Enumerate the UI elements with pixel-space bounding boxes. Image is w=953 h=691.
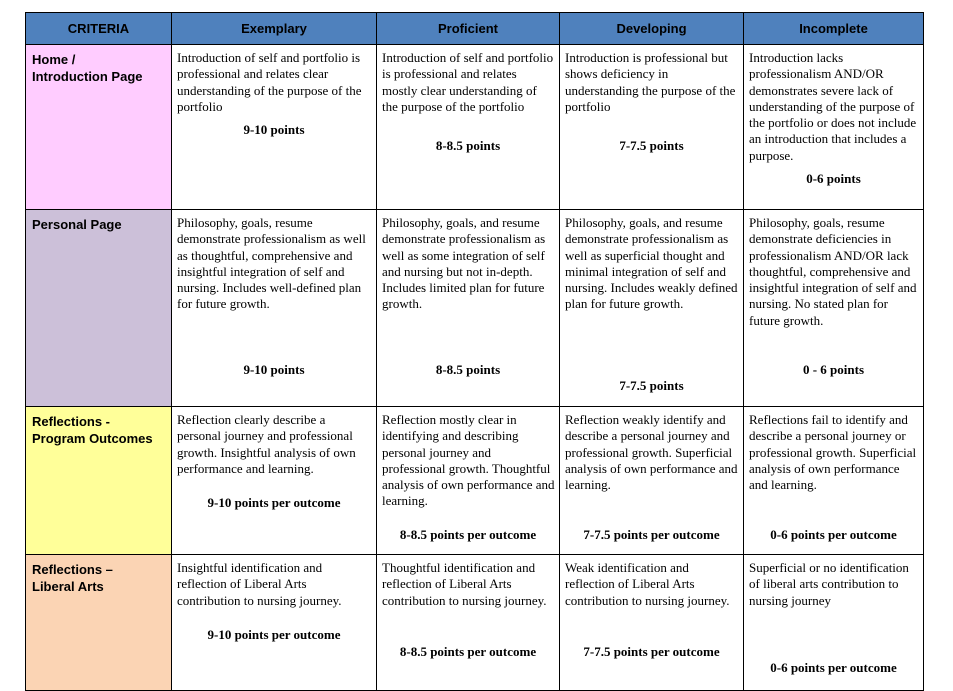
header-incomplete: Incomplete [744, 13, 924, 45]
desc: Philosophy, goals, and resume demonstrate professionalism as well as superficial thought and minimal integration of self and nursing. Includes weakly defined plan for future growth. [565, 215, 738, 312]
cell-personal-incomplete [744, 210, 924, 407]
points: 9-10 points per outcome [207, 495, 341, 510]
criteria-personal-page: Personal Page [26, 210, 172, 407]
points: 7-7.5 points [619, 138, 684, 153]
desc: Introduction of self and portfolio is professional and relates mostly clear understanding of the purpose of the portfolio [382, 50, 554, 114]
cell-home-incomplete [744, 45, 924, 210]
cell-personal-developing [560, 210, 744, 407]
points: 8-8.5 points [435, 138, 501, 153]
desc: Superficial or no identification of liberal arts contribution to nursing journey [749, 560, 909, 608]
cell-liberal-developing [560, 555, 744, 691]
desc: Philosophy, goals, and resume demonstrate professionalism as well as some integration of self and nursing but not in-depth. Includes limited plan for future growth. [382, 215, 546, 312]
row-personal-page [26, 210, 924, 407]
criteria-home-introduction: Home / Introduction Page [26, 45, 172, 210]
points: 9-10 points per outcome [207, 627, 341, 642]
points: 9-10 points [243, 362, 305, 377]
cell-outcomes-developing [560, 407, 744, 555]
cell-home-proficient [377, 45, 560, 210]
cell-liberal-proficient [377, 555, 560, 691]
cell-liberal-exemplary [172, 555, 377, 691]
desc: Thoughtful identification and reflection of Liberal Arts contribution to nursing journey. [382, 560, 547, 608]
cell-home-developing [560, 45, 744, 210]
desc: Insightful identification and reflection of Liberal Arts contribution to nursing journey. [177, 560, 342, 608]
cell-home-exemplary [172, 45, 377, 210]
desc: Reflection clearly describe a personal journey and professional growth. Insightful analysis of own performance and learning. [177, 412, 356, 476]
header-proficient: Proficient [377, 13, 560, 45]
points: 8-8.5 points [435, 362, 501, 377]
header-developing: Developing [560, 13, 744, 45]
desc: Philosophy, goals, resume demonstrate professionalism as well as thoughtful, comprehensive and insightful integration of self and nursing. Includes well-defined plan for future growth. [177, 215, 366, 312]
desc: Reflection weakly identify and describe a personal journey and professional growth. Superficial analysis of own performance and learning. [565, 412, 738, 493]
row-program-outcomes [26, 407, 924, 555]
points: 9-10 points [243, 122, 305, 137]
points: 7-7.5 points per outcome [583, 527, 720, 542]
desc: Philosophy, goals, resume demonstrate deficiencies in professionalism AND/OR lack thoughtful, comprehensive and insightful integration of self and nursing. No stated plan for future growth. [749, 215, 917, 328]
header-criteria: CRITERIA [26, 13, 172, 45]
cell-outcomes-proficient [377, 407, 560, 555]
rubric-table [25, 12, 924, 691]
points: 0 - 6 points [802, 362, 865, 377]
cell-outcomes-exemplary [172, 407, 377, 555]
desc: Introduction lacks professionalism AND/OR demonstrates severe lack of understanding of the purpose of the portfolio or does not include an introduction that includes a purpose. [749, 50, 917, 163]
desc: Reflection mostly clear in identifying and describing personal journey and professional growth. Thoughtful analysis of own performance and learning. [382, 412, 555, 509]
criteria-liberal-arts: Reflections – Liberal Arts [26, 555, 172, 691]
points: 7-7.5 points [619, 378, 684, 393]
cell-personal-exemplary [172, 210, 377, 407]
cell-liberal-incomplete [744, 555, 924, 691]
points: 0-6 points [806, 171, 861, 186]
criteria-program-outcomes: Reflections - Program Outcomes [26, 407, 172, 555]
points: 0-6 points per outcome [770, 660, 897, 675]
cell-outcomes-incomplete [744, 407, 924, 555]
cell-personal-proficient [377, 210, 560, 407]
desc: Introduction is professional but shows deficiency in understanding the purpose of the portfolio [565, 50, 736, 114]
points: 8-8.5 points per outcome [399, 527, 537, 542]
header-exemplary: Exemplary [172, 13, 377, 45]
header-row [26, 13, 924, 45]
row-home-introduction [26, 45, 924, 210]
desc: Reflections fail to identify and describe a personal journey or professional growth. Superficial analysis of own performance and learning. [749, 412, 917, 493]
row-liberal-arts [26, 555, 924, 691]
points: 0-6 points per outcome [770, 527, 897, 542]
points: 7-7.5 points per outcome [583, 644, 720, 659]
points: 8-8.5 points per outcome [399, 644, 537, 659]
desc: Introduction of self and portfolio is professional and relates clear understanding of the purpose of the portfolio [177, 50, 362, 114]
desc: Weak identification and reflection of Liberal Arts contribution to nursing journey. [565, 560, 730, 608]
